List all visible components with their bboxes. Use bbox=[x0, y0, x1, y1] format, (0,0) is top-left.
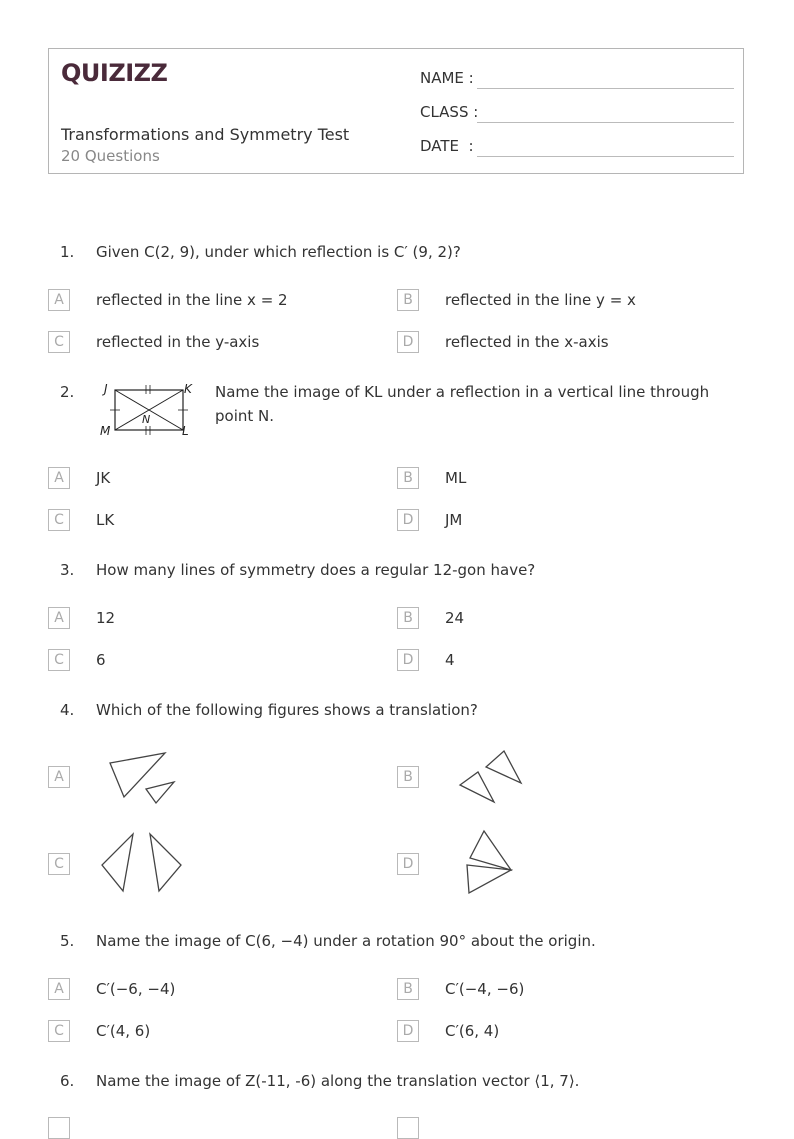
q4-option-d-box[interactable]: D bbox=[397, 853, 419, 875]
q1-option-c-text: reflected in the y-axis bbox=[96, 333, 260, 351]
q4-option-c-box[interactable]: C bbox=[48, 853, 70, 875]
q4-option-b-box[interactable]: B bbox=[397, 766, 419, 788]
q2-option-c-box[interactable]: C bbox=[48, 509, 70, 531]
question-2-text: Name the image of KL under a reflection in a vertical line through point N. bbox=[215, 383, 710, 425]
q1-option-b-box[interactable]: B bbox=[397, 289, 419, 311]
question-6-text: Name the image of Z(-11, -6) along the translation vector ⟨1, 7⟩. bbox=[96, 1072, 580, 1090]
question-4-text: Which of the following figures shows a translation? bbox=[96, 701, 478, 719]
date-line bbox=[477, 156, 734, 157]
question-4-number: 4. bbox=[60, 701, 75, 719]
figure-label-l: L bbox=[182, 424, 189, 438]
q1-option-a-box[interactable]: A bbox=[48, 289, 70, 311]
q6-option-a-box[interactable] bbox=[48, 1117, 70, 1139]
q2-option-c-text: LK bbox=[96, 511, 115, 529]
q2-option-d-text: JM bbox=[445, 511, 463, 529]
quizizz-logo: QUIZIZZ bbox=[61, 59, 168, 87]
q6-option-b-box[interactable] bbox=[397, 1117, 419, 1139]
q3-option-c-box[interactable]: C bbox=[48, 649, 70, 671]
worksheet-title: Transformations and Symmetry Test bbox=[61, 125, 350, 144]
q5-option-b-box[interactable]: B bbox=[397, 978, 419, 1000]
figure-label-n: N bbox=[142, 413, 151, 426]
class-label: CLASS : bbox=[420, 103, 479, 121]
figure-label-j: J bbox=[104, 382, 108, 396]
q2-option-a-box[interactable]: A bbox=[48, 467, 70, 489]
q1-option-a-text: reflected in the line x = 2 bbox=[96, 291, 288, 309]
question-5-text: Name the image of C(6, −4) under a rotation 90° about the origin. bbox=[96, 932, 596, 950]
q3-option-a-box[interactable]: A bbox=[48, 607, 70, 629]
q1-option-b-text: reflected in the line y = x bbox=[445, 291, 636, 309]
q2-option-d-box[interactable]: D bbox=[397, 509, 419, 531]
q3-option-c-text: 6 bbox=[96, 651, 106, 669]
q5-option-c-box[interactable]: C bbox=[48, 1020, 70, 1042]
q5-option-b-text: C′(−4, −6) bbox=[445, 980, 525, 998]
q3-option-b-text: 24 bbox=[445, 609, 465, 627]
q4-option-b-figure bbox=[450, 745, 540, 810]
q4-option-a-figure bbox=[100, 745, 190, 810]
q5-option-a-text: C′(−6, −4) bbox=[96, 980, 176, 998]
rectangle-jklm-figure bbox=[98, 380, 198, 440]
q3-option-a-text: 12 bbox=[96, 609, 116, 627]
figure-label-m: M bbox=[100, 424, 111, 438]
class-line bbox=[477, 122, 734, 123]
question-5-number: 5. bbox=[60, 932, 75, 950]
name-field[interactable] bbox=[420, 67, 734, 91]
q1-option-d-text: reflected in the x-axis bbox=[445, 333, 609, 351]
class-field[interactable] bbox=[420, 101, 734, 125]
q4-option-c-figure bbox=[95, 828, 190, 898]
question-count: 20 Questions bbox=[61, 147, 160, 165]
q5-option-c-text: C′(4, 6) bbox=[96, 1022, 151, 1040]
q5-option-d-box[interactable]: D bbox=[397, 1020, 419, 1042]
q3-option-b-box[interactable]: B bbox=[397, 607, 419, 629]
question-3-number: 3. bbox=[60, 561, 75, 579]
q1-option-d-box[interactable]: D bbox=[397, 331, 419, 353]
question-3-text: How many lines of symmetry does a regular 12-gon have? bbox=[96, 561, 536, 579]
q4-option-d-figure bbox=[455, 825, 525, 900]
q5-option-d-text: C′(6, 4) bbox=[445, 1022, 500, 1040]
q3-option-d-text: 4 bbox=[445, 651, 455, 669]
q2-option-a-text: JK bbox=[96, 469, 111, 487]
name-label: NAME : bbox=[420, 69, 474, 87]
question-2-number: 2. bbox=[60, 383, 75, 401]
q2-option-b-text: ML bbox=[445, 469, 467, 487]
question-1-number: 1. bbox=[60, 243, 75, 261]
q3-option-d-box[interactable]: D bbox=[397, 649, 419, 671]
date-field[interactable] bbox=[420, 135, 734, 159]
q2-option-b-box[interactable]: B bbox=[397, 467, 419, 489]
date-label: DATE : bbox=[420, 137, 474, 155]
q1-option-c-box[interactable]: C bbox=[48, 331, 70, 353]
figure-label-k: K bbox=[184, 382, 192, 396]
question-6-number: 6. bbox=[60, 1072, 75, 1090]
name-line bbox=[477, 88, 734, 89]
q5-option-a-box[interactable]: A bbox=[48, 978, 70, 1000]
question-1-text: Given C(2, 9), under which reflection is C′ (9, 2)? bbox=[96, 243, 461, 261]
worksheet-header bbox=[48, 48, 744, 174]
q4-option-a-box[interactable]: A bbox=[48, 766, 70, 788]
